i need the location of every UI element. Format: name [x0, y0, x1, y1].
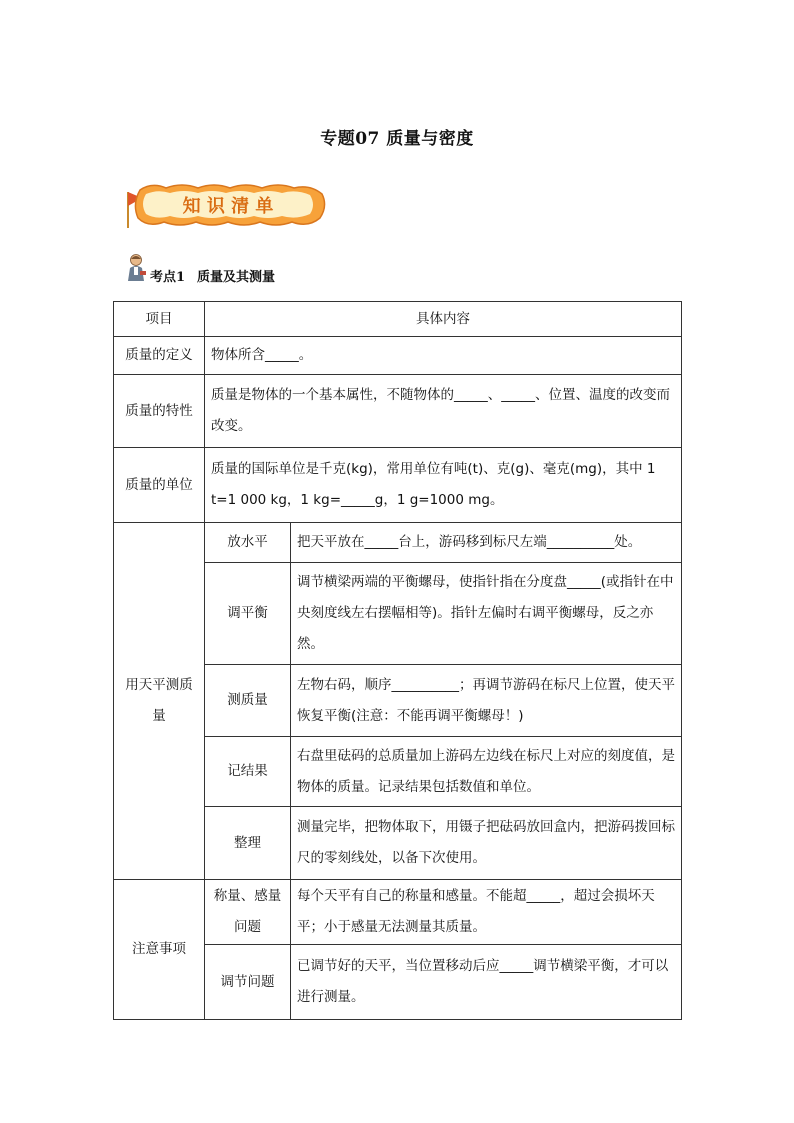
step-content: 每个天平有自己的称量和感量。不能超_____，超过会损坏天平；小于感量无法测量其质量。 — [291, 880, 682, 945]
table-row — [114, 448, 682, 523]
step-label: 称量、感量问题 — [205, 880, 291, 945]
step-label: 调节问题 — [205, 945, 291, 1020]
step-label: 记结果 — [205, 737, 291, 807]
section-title: 质量及其测量 — [197, 270, 276, 285]
row-content: 物体所含_____。 — [205, 337, 682, 375]
knowledge-table — [113, 301, 682, 1020]
step-content: 调节横梁两端的平衡螺母，使指针指在分度盘_____(或指针在中央刻度线左右摆幅相等)。指针左偏时右调平衡螺母，反之亦然。 — [291, 563, 682, 665]
group-label-balance: 用天平测质量 — [114, 523, 205, 880]
page-title: 专题07 质量与密度 — [320, 129, 474, 149]
row-item: 质量的特性 — [114, 375, 205, 448]
step-label: 测质量 — [205, 665, 291, 737]
banner-text: 知 识 清 单 — [182, 196, 274, 217]
table-row — [114, 523, 682, 563]
section-label: 考点1 — [150, 270, 186, 285]
section-heading — [150, 266, 287, 285]
step-content: 测量完毕，把物体取下，用镊子把砝码放回盒内，把游码拨回标尺的零刻线处，以备下次使用。 — [291, 807, 682, 880]
step-content: 把天平放在_____台上，游码移到标尺左端__________处。 — [291, 523, 682, 563]
row-content: 质量是物体的一个基本属性，不随物体的_____、_____、位置、温度的改变而改变。 — [205, 375, 682, 448]
header-item: 项目 — [114, 302, 205, 337]
step-content: 已调节好的天平，当位置移动后应_____调节横梁平衡，才可以进行测量。 — [291, 945, 682, 1020]
row-content: 质量的国际单位是千克(kg)，常用单位有吨(t)、克(g)、毫克(mg)，其中 1 t=1 000 kg，1 kg=_____g，1 g=1000 mg。 — [205, 448, 682, 523]
table-row — [114, 375, 682, 448]
row-item: 质量的定义 — [114, 337, 205, 375]
header-content: 具体内容 — [205, 302, 682, 337]
row-item: 质量的单位 — [114, 448, 205, 523]
step-label: 整理 — [205, 807, 291, 880]
teacher-icon — [125, 253, 147, 283]
group-label-notes: 注意事项 — [114, 880, 205, 1020]
step-label: 放水平 — [205, 523, 291, 563]
step-content: 左物右码，顺序__________；再调节游码在标尺上位置，使天平恢复平衡(注意：不能再调平衡螺母！) — [291, 665, 682, 737]
table-header-row — [114, 302, 682, 337]
table-row — [114, 337, 682, 375]
knowledge-list-banner — [122, 180, 328, 230]
step-label: 调平衡 — [205, 563, 291, 665]
step-content: 右盘里砝码的总质量加上游码左边线在标尺上对应的刻度值，是物体的质量。记录结果包括数值和单位。 — [291, 737, 682, 807]
table-row — [114, 880, 682, 945]
